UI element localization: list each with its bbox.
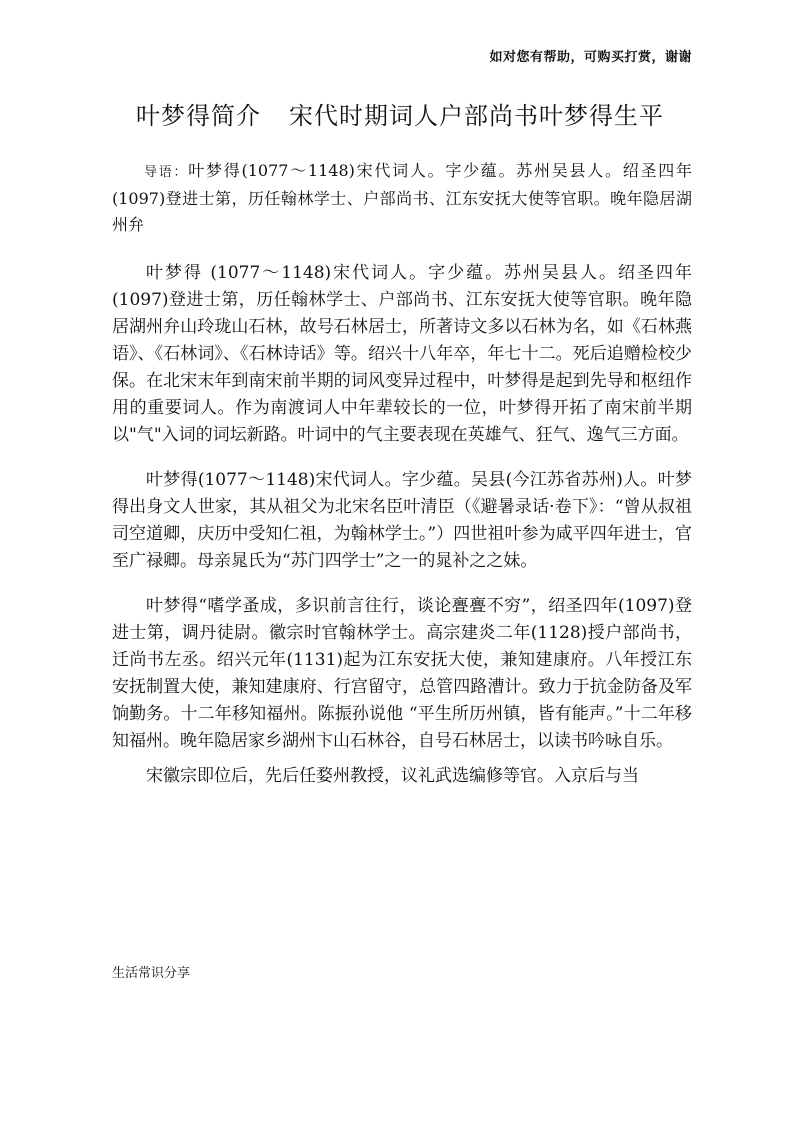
intro-paragraph (112, 158, 692, 238)
title-main: 叶梦得简介 (136, 102, 261, 130)
paragraph-huizong: 宋徽宗即位后，先后任婺州教授，议礼武选编修等官。入京后与当 (146, 766, 639, 786)
intro-label: 导语： (144, 165, 189, 180)
article-body (112, 158, 692, 808)
paragraph-family: 叶梦得(1077～1148)宋代词人。字少蕴。吴县(今江苏省苏州)人。叶梦得出身文人世家，其从祖父为北宋名臣叶清臣（《避暑录话·卷下》：“曾从叔祖司空道卿，庆历中受知仁祖，为翰林学士。”）四世祖叶参为咸平四年进士，官至广禄卿。母亲晁氏为“苏门四学士”之一的晁补之之妹。 (112, 470, 692, 571)
paragraph-career: 叶梦得“嗜学蚤成，多识前言往行，谈论亹亹不穷”，绍圣四年(1097)登进士第，调丹徒尉。徽宗时官翰林学士。高宗建炎二年(1128)授户部尚书，迁尚书左丞。绍兴元年(1131)起为江东安抚大使，兼知建康府。八年授江东安抚制置大使，兼知建康府、行宫留守，总管四路漕计。致力于抗金防备及军饷勤务。十二年移知福州。陈振孙说他 “平生所历州镇，皆有能声。”十二年移知福州。晚年隐居家乡湖州卞山石林谷，自号石林居士，以读书吟咏自乐。 (112, 596, 692, 751)
header-note: 如对您有帮助，可购买打赏，谢谢 (489, 50, 692, 65)
page-title (0, 96, 800, 131)
paragraph-biography: 叶梦得 (1077～1148)宋代词人。字少蕴。苏州吴县人。绍圣四年(1097)登进士第，历任翰林学士、户部尚书、江东安抚大使等官职。晚年隐居湖州弁山玲珑山石林，故号石林居士，所著诗文多以石林为名，如《石林燕语》、《石林词》、《石林诗话》等。绍兴十八年卒，年七十二。死后追赠检校少保。在北宋末年到南宋前半期的词风变异过程中，叶梦得是起到先导和枢纽作用的重要词人。作为南渡词人中年辈较长的一位，叶梦得开拓了南宋前半期以"气"入词的词坛新路。叶词中的气主要表现在英雄气、狂气、逸气三方面。 (112, 263, 692, 445)
intro-text: 叶梦得(1077～1148)宋代词人。字少蕴。苏州吴县人。绍圣四年(1097)登进士第，历任翰林学士、户部尚书、江东安抚大使等官职。晚年隐居湖州弁 (112, 161, 692, 234)
title-subtitle: 宋代时期词人户部尚书叶梦得生平 (289, 102, 664, 130)
footer-note: 生活常识分享 (112, 966, 191, 981)
